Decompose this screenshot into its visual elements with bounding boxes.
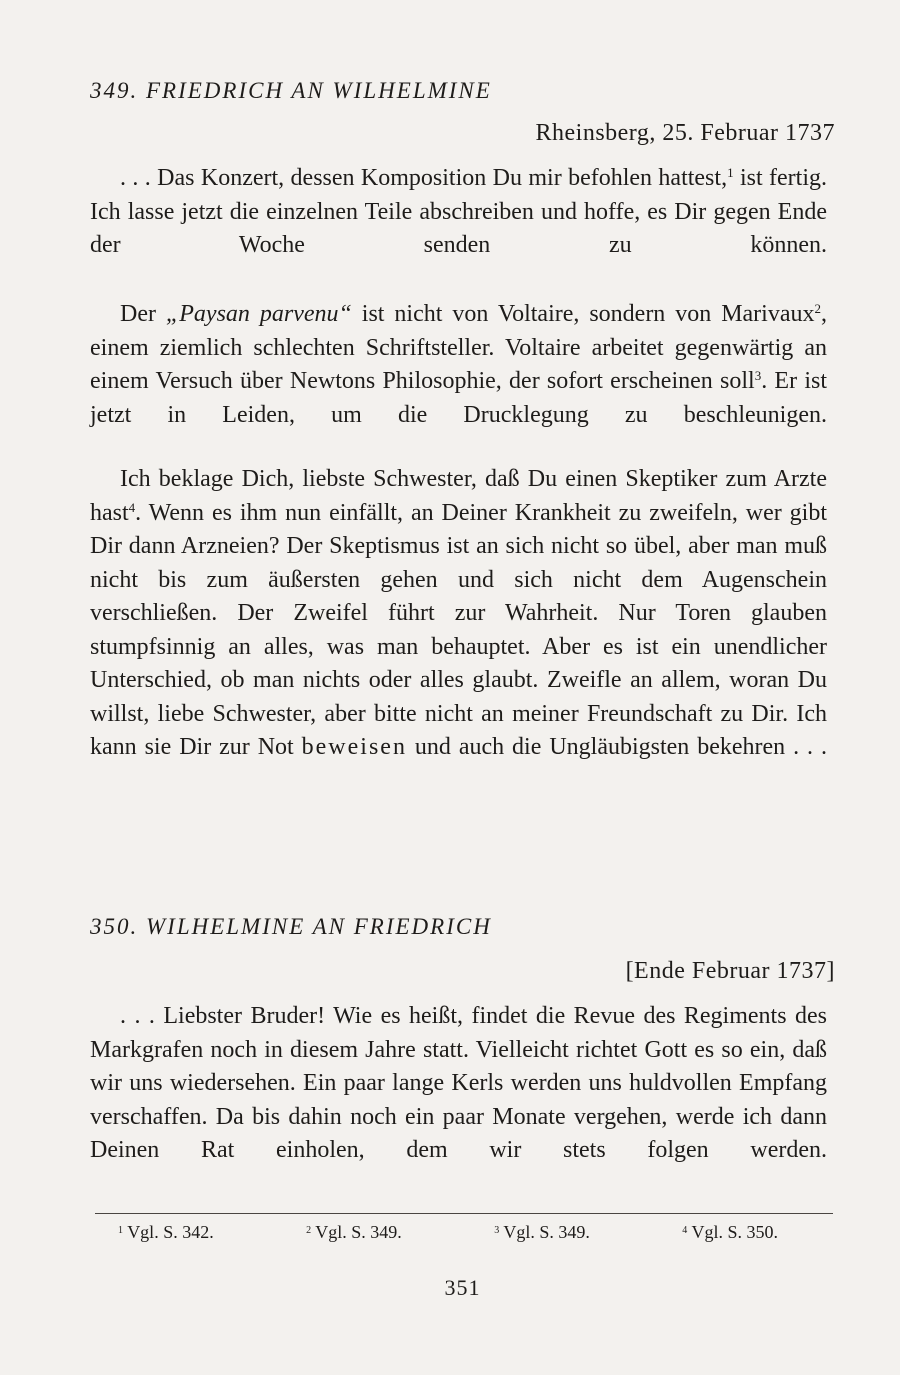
letter-349-paragraph-2: Der „Paysan parvenu“ ist nicht von Voltaire, sondern von Marivaux$^2$, einem ziemlich schlechten Schriftsteller. Voltaire arbeitet gegenwärtig an einem Versuch über Newtons Philosophie, der sofort erscheinen soll$^3$. Er ist jetzt in Leiden, um die Drucklegung zu beschleunigen. [90,301,827,428]
footnote-2: $^2$ Vgl. S. 349. [306,1222,402,1242]
footnote-divider [95,1213,833,1214]
letter-350-paragraph-1: . . . Liebster Bruder! Wie es heißt, findet die Revue des Regiments des Markgrafen noch in diesem Jahre statt. Vielleicht richtet Gott es so ein, daß wir uns wiedersehen. Ein paar lange Kerls werden uns huldvollen Empfang verschaffen. Da bis dahin noch ein paar Monate vergehen, werde ich dann Deinen Rat einholen, dem wir stets folgen werden. [90,1003,827,1163]
footnote-3: $^3$ Vgl. S. 349. [494,1222,590,1242]
emphasized-word: beweisen [301,734,407,760]
footnote-ref-2: 2 [814,301,821,316]
footnote-1: $^1$ Vgl. S. 342. [118,1222,214,1242]
footnote-ref-3: 3 [754,368,762,383]
letter-350-heading: 350. WILHELMINE AN FRIEDRICH [90,914,492,939]
letter-350-dateline: [Ende Februar 1737] [625,958,835,984]
letter-349-heading: 349. FRIEDRICH AN WILHELMINE [90,78,492,103]
letter-349-paragraph-1: . . . Das Konzert, dessen Komposition Du mir befohlen hattest,$^1$ ist fertig. Ich lasse jetzt die einzelnen Teile abschreiben und hoffe, es Dir gegen Ende der Woche senden zu können. [90,165,827,258]
book-page [90,0,835,1375]
footnote-ref-1: 1 [727,165,734,180]
letter-349-paragraph-3: Ich beklage Dich, liebste Schwester, daß Du einen Skeptiker zum Arzte hast$^4$. Wenn es ihm nun einfällt, an Deiner Krankheit zu zweifeln, wer gibt Dir dann Arzneien? Der Skeptismus ist an sich nicht so übel, aber man muß nicht bis zum äußersten gehen und sich nicht dem Augenschein verschließen. Der Zweifel führt zur Wahrheit. Nur Toren glauben stumpfsinnig an alles, was man behauptet. Aber es ist ein unendlicher Unterschied, ob man nichts oder alles glaubt. Zweifle an allem, woran Du willst, liebe Schwester, aber bitte nicht an meiner Freundschaft zu Dir. Ich kann sie Dir zur Not beweisen und auch die Ungläubigsten bekehren . . . [90,466,827,760]
book-title: „Paysan parvenu“ [165,301,352,327]
footnotes [118,1222,778,1243]
footnote-4: $^4$ Vgl. S. 350. [682,1222,778,1242]
page-number: 351 [444,1275,481,1300]
letter-349-dateline: Rheinsberg, 25. Februar 1737 [535,120,835,146]
footnote-ref-4: 4 [128,499,136,515]
